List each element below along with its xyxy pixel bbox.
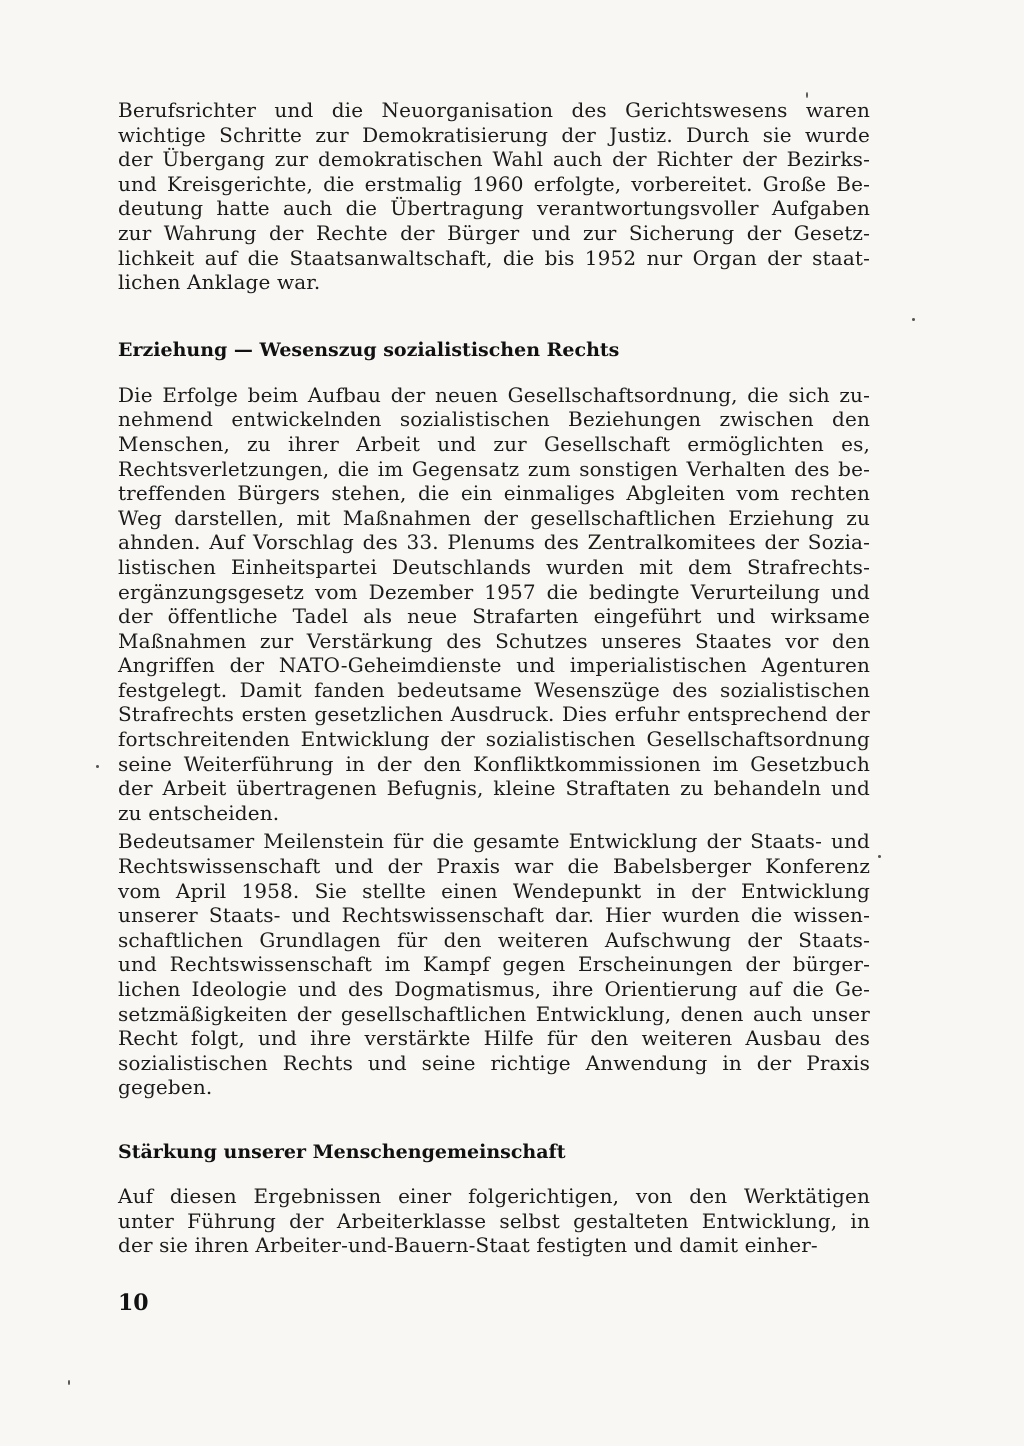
text-line: der sie ihren Arbeiter-und-Bauern-Staat festigten und damit einher- [118,1233,818,1258]
text-line: fortschreitenden Entwicklung der sozialistischen Gesellschaftsordnung [118,727,870,752]
text-line: und Rechtswissenschaft im Kampf gegen Erscheinungen der bürger- [118,952,870,977]
text-line: vom April 1958. Sie stellte einen Wendepunkt in der Entwicklung [118,878,870,903]
text-line: Die Erfolge beim Aufbau der neuen Gesellschaftsordnung, die sich zu- [118,382,870,407]
text-line: Berufsrichter und die Neuorganisation des Gerichtswesens waren [118,98,870,122]
paragraph-babelsberg-conference [118,829,870,1100]
text-line: setzmäßigkeiten der gesellschaftlichen Entwicklung, denen auch unser [118,1001,870,1026]
text-line: lichen Ideologie und des Dogmatismus, ihre Orientierung auf die Ge- [118,977,870,1001]
text-line: zur Wahrung der Rechte der Bürger und zur Sicherung der Gesetz- [118,220,870,245]
text-line: lichen Anklage war. [118,270,321,295]
dust-speck [806,92,808,98]
text-line: sozialistischen Rechts und seine richtige Anwendung in der Praxis [118,1050,870,1075]
text-line: Angriffen der NATO-Geheimdienste und imperialistischen Agenturen [118,653,870,678]
text-line: unserer Staats- und Rechtswissenschaft dar. Hier wurden die wissen- [118,903,870,928]
paragraph-community [118,1184,870,1258]
dust-speck [878,855,881,858]
text-line: Auf diesen Ergebnissen einer folgerichtigen, von den Werktätigen [118,1183,870,1208]
page-content [118,98,870,1258]
text-line: der Übergang zur demokratischen Wahl auch der Richter der Bezirks- [118,147,870,172]
text-line: Rechtsverletzungen, die im Gegensatz zum sonstigen Verhalten des be- [118,456,870,481]
text-line: Rechtswissenschaft und der Praxis war die Babelsberger Konferenz [118,854,870,879]
dust-speck [96,765,99,768]
text-line: Bedeutsamer Meilenstein für die gesamte Entwicklung der Staats- und [118,829,870,854]
dust-speck [912,318,915,321]
text-line: Recht folgt, und ihre verstärkte Hilfe für den weiteren Ausbau des [118,1026,870,1051]
text-line: und Kreisgerichte, die erstmalig 1960 erfolgte, vorbereitet. Große Be- [118,171,870,196]
text-line: festgelegt. Damit fanden bedeutsame Wesenszüge des sozialistischen [118,677,870,702]
paragraph-justice-reform [118,98,870,295]
text-line: gegeben. [118,1075,213,1100]
text-line: lichkeit auf die Staatsanwaltschaft, die bis 1952 nur Organ der staat- [118,245,870,270]
section-heading-community: Stärkung unserer Menschengemeinschaft [118,1140,566,1163]
text-line: ahnden. Auf Vorschlag des 33. Plenums des Zentralkomitees der Sozia- [118,530,870,555]
text-line: listischen Einheitspartei Deutschlands wurden mit dem Strafrechts- [118,554,870,579]
paragraph-education [118,383,870,826]
text-line: Weg darstellen, mit Maßnahmen der gesellschaftlichen Erziehung zu [118,505,870,530]
text-line: deutung hatte auch die Übertragung verantwortungsvoller Aufgaben [118,196,870,221]
text-line: unter Führung der Arbeiterklasse selbst gestalteten Entwicklung, in [118,1208,870,1233]
page-number: 10 [118,1290,149,1316]
text-line: schaftlichen Grundlagen für den weiteren Aufschwung der Staats- [118,927,870,952]
text-line: der öffentliche Tadel als neue Strafarten eingeführt und wirksame [118,604,870,629]
text-line: ergänzungsgesetz vom Dezember 1957 die bedingte Verurteilung und [118,579,870,604]
text-line: seine Weiterführung in der den Konfliktkommissionen im Gesetzbuch [118,751,870,776]
dust-speck [68,1380,70,1385]
text-line: Maßnahmen zur Verstärkung des Schutzes unseres Staates vor den [118,628,870,653]
text-line: Strafrechts ersten gesetzlichen Ausdruck. Dies erfuhr entsprechend der [118,702,870,727]
text-line: treffenden Bürgers stehen, die ein einmaliges Abgleiten vom rechten [118,481,870,506]
text-line: zu entscheiden. [118,800,280,825]
text-line: nehmend entwickelnden sozialistischen Beziehungen zwischen den [118,407,870,432]
text-line: der Arbeit übertragenen Befugnis, kleine Straftaten zu behandeln und [118,776,870,801]
section-heading-education: Erziehung — Wesenszug sozialistischen Rechts [118,338,620,361]
text-line: Menschen, zu ihrer Arbeit und zur Gesellschaft ermöglichten es, [118,431,870,456]
text-line: wichtige Schritte zur Demokratisierung der Justiz. Durch sie wurde [118,122,870,147]
